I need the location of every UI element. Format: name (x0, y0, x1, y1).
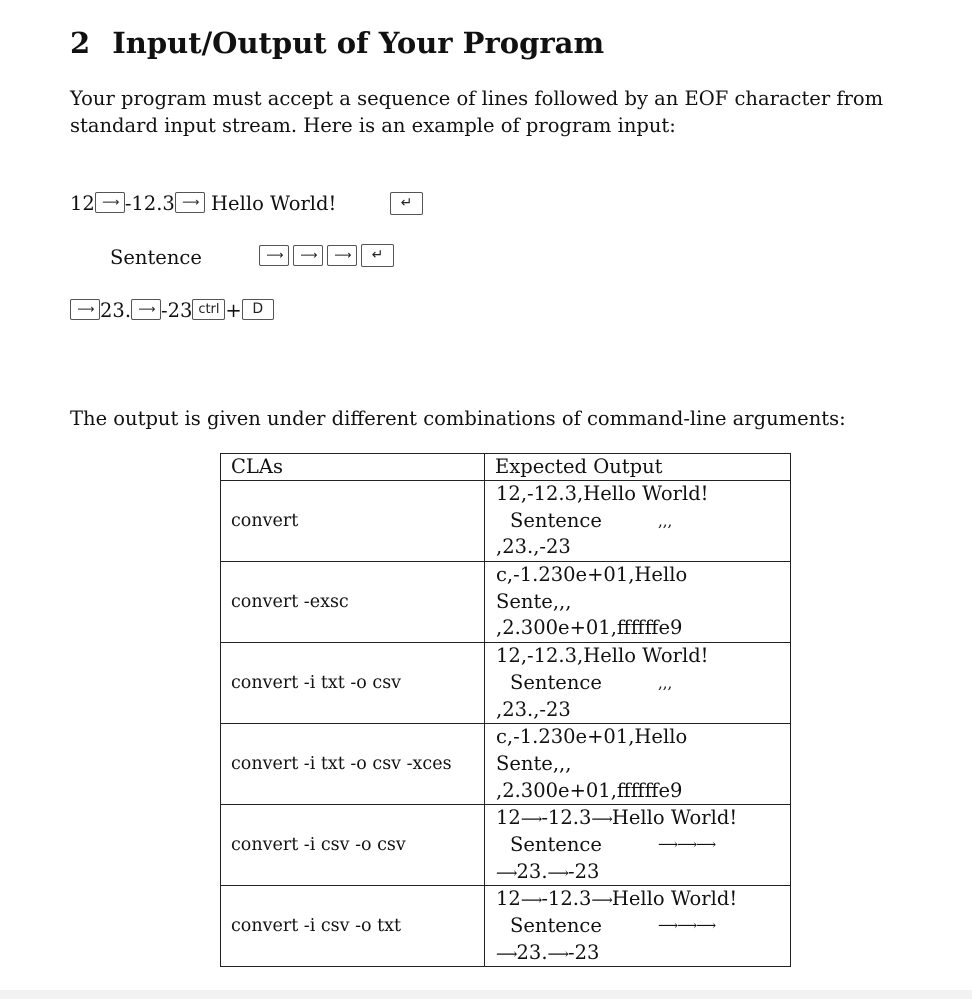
output-line: ,23.,-23 (496, 697, 571, 721)
table-header-row (221, 454, 791, 481)
tab-arrows-icon: ⟶⟶⟶ (658, 918, 716, 934)
tab-key-icon: ⟶ (131, 299, 161, 320)
output-line: 12⟶-12.3⟶Hello World! (496, 805, 780, 832)
table-row (221, 805, 791, 886)
tab-arrow-icon: ⟶ (547, 944, 569, 963)
input-token: Sentence (110, 246, 202, 269)
trailing-commas: ,,, (658, 511, 673, 530)
output-line: Sente,,, (496, 751, 572, 775)
output-line: ,2.300e+01,ffffffe9 (496, 778, 683, 802)
table-row (221, 643, 791, 724)
tab-arrow-icon: ⟶ (496, 863, 517, 882)
tab-arrows-icon: ⟶⟶⟶ (658, 836, 716, 853)
tab-key-icon: ⟶ (95, 192, 125, 213)
output-cell (485, 805, 791, 886)
output-intro-paragraph: The output is given under different combinations of command-line arguments: (70, 407, 846, 430)
d-key-icon: D (242, 299, 274, 320)
input-token: -23 (161, 299, 193, 322)
tab-arrow-icon: ⟶ (591, 810, 612, 829)
return-key-icon: ↵ (361, 244, 394, 267)
table-row (221, 562, 791, 643)
output-line: 12⟶-12.3⟶Hello World! (496, 886, 780, 913)
section-title: Input/Output of Your Program (112, 26, 605, 60)
tab-key-icon: ⟶ (259, 245, 289, 266)
output-cell (485, 562, 791, 643)
tab-key-icon: ⟶ (70, 299, 100, 320)
header-clas: CLAs (221, 454, 485, 481)
example-input-line-1 (70, 191, 336, 217)
intro-paragraph: Your program must accept a sequence of lines followed by an EOF character from standard input stream. Here is an example of program input: (70, 87, 884, 137)
tab-arrow-icon: ⟶ (591, 891, 612, 910)
output-line: c,-1.230e+01,Hello (496, 563, 688, 587)
trailing-commas: ,,, (658, 673, 673, 692)
key-sequence (259, 246, 394, 269)
tab-arrow-icon: ⟶ (496, 944, 517, 963)
cla-cell: convert -i txt -o csv (221, 643, 485, 724)
example-input-line-2 (110, 245, 202, 271)
cla-cell: convert -i txt -o csv -xces (221, 724, 485, 805)
input-token: -12.3 (124, 192, 175, 215)
section-heading (70, 26, 604, 60)
input-token: 12 (70, 192, 95, 215)
output-cell (485, 481, 791, 562)
ctrl-key-icon: ctrl (192, 299, 225, 320)
output-line: Sente,,, (496, 589, 572, 613)
output-line: c,-1.230e+01,Hello (496, 725, 688, 749)
tab-key-icon: ⟶ (327, 245, 357, 266)
table-row (221, 481, 791, 562)
output-table (220, 453, 791, 967)
output-line: Sentence ⟶⟶⟶ (496, 913, 780, 940)
output-line: 12,-12.3,Hello World! (496, 644, 709, 668)
output-line: Sentence ⟶⟶⟶ (496, 832, 780, 859)
bottom-bar (0, 990, 972, 999)
output-line: ,2.300e+01,ffffffe9 (496, 616, 683, 640)
output-line: Sentence ,,, (496, 670, 780, 697)
output-cell (485, 643, 791, 724)
plus-sign: + (225, 299, 242, 322)
output-line: Sentence ,,, (496, 508, 780, 535)
example-input-line-3 (70, 298, 274, 324)
output-line: ⟶23.⟶-23 (496, 859, 780, 886)
tab-arrow-icon: ⟶ (547, 863, 569, 882)
output-cell (485, 886, 791, 967)
cla-cell: convert -i csv -o txt (221, 886, 485, 967)
input-token: Hello World! (211, 192, 337, 215)
output-line: 12,-12.3,Hello World! (496, 482, 709, 505)
section-number: 2 (70, 26, 91, 60)
table-row (221, 724, 791, 805)
tab-arrow-icon: ⟶ (520, 810, 542, 829)
return-key-icon: ↵ (390, 192, 423, 215)
cla-cell: convert (221, 481, 485, 562)
output-line: ⟶23.⟶-23 (496, 940, 780, 967)
input-token: 23. (100, 299, 132, 322)
output-cell (485, 724, 791, 805)
cla-cell: convert -i csv -o csv (221, 805, 485, 886)
tab-key-icon: ⟶ (293, 245, 323, 266)
table-row (221, 886, 791, 967)
cla-cell: convert -exsc (221, 562, 485, 643)
tab-key-icon: ⟶ (175, 192, 205, 213)
header-expected-output: Expected Output (485, 454, 791, 481)
tab-arrow-icon: ⟶ (520, 891, 542, 910)
output-line: ,23.,-23 (496, 535, 571, 559)
